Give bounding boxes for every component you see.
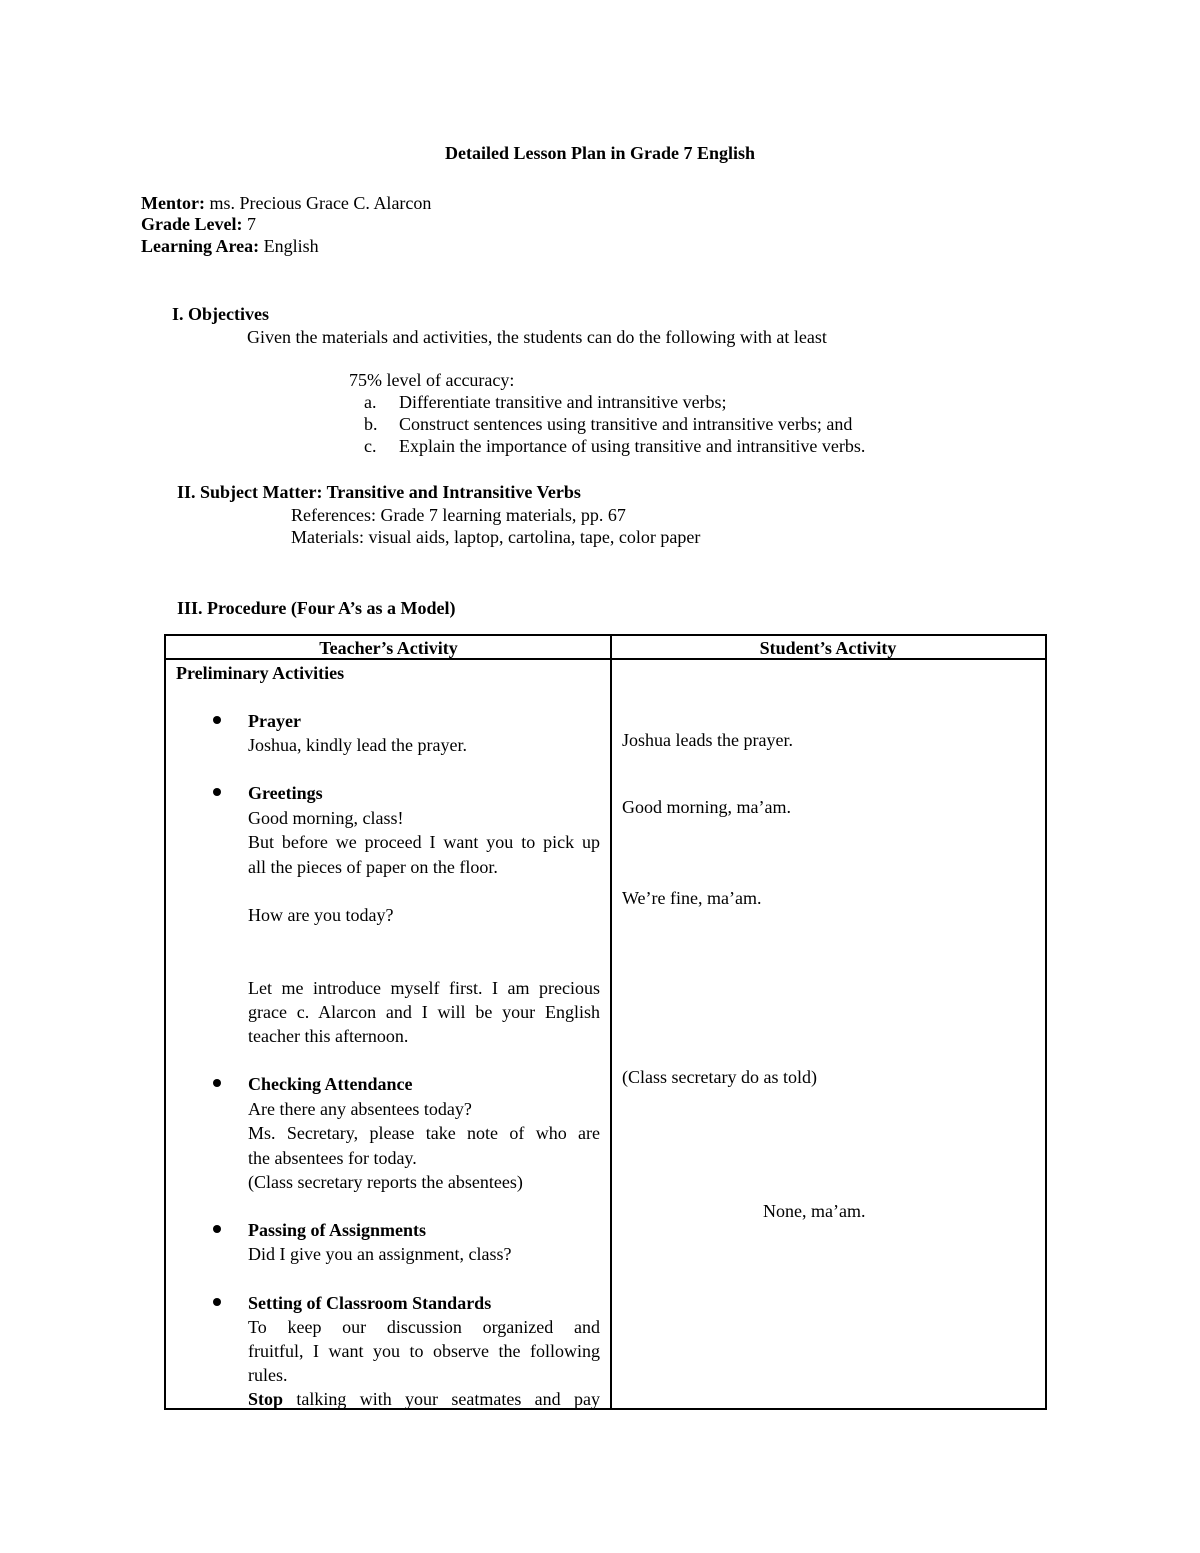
standards-text: rules. [248, 1365, 288, 1385]
bullet-icon [213, 788, 221, 796]
page-title: Detailed Lesson Plan in Grade 7 English [444, 143, 756, 163]
mentor-line [141, 192, 431, 214]
student-response: Joshua leads the prayer. [622, 730, 793, 750]
mentor-value: ms. Precious Grace C. Alarcon [204, 193, 432, 213]
preliminary-activities-heading: Preliminary Activities [176, 663, 345, 683]
grade-line [141, 213, 256, 235]
attendance-text: the absentees for today. [248, 1148, 417, 1168]
objectives-heading: I. Objectives [172, 304, 269, 324]
greetings-text: But before we proceed I want you to pick up [248, 832, 600, 852]
grade-label: Grade Level: [141, 214, 243, 234]
objectives-intro: Given the materials and activities, the students can do the following with at least [247, 327, 827, 347]
attendance-text: Ms. Secretary, please take note of who are [248, 1123, 600, 1143]
standards-text [248, 1387, 600, 1411]
student-response: (Class secretary do as told) [622, 1067, 817, 1087]
objective-item: Differentiate transitive and intransitive verbs; [399, 392, 727, 412]
objective-marker: c. [364, 436, 377, 456]
assignments-title: Passing of Assignments [248, 1220, 427, 1240]
student-response: None, ma’am. [763, 1201, 866, 1221]
materials-line: Materials: visual aids, laptop, cartolina, tape, color paper [291, 527, 701, 547]
attendance-text: Are there any absentees today? [248, 1099, 472, 1119]
procedure-heading: III. Procedure (Four A’s as a Model) [177, 598, 456, 618]
intro-text: grace c. Alarcon and I will be your English [248, 1002, 600, 1022]
area-line [141, 235, 319, 257]
subject-matter-heading: II. Subject Matter: Transitive and Intransitive Verbs [177, 482, 581, 502]
stop-keyword: Stop [248, 1389, 284, 1409]
assignments-text: Did I give you an assignment, class? [248, 1244, 512, 1264]
objective-item: Explain the importance of using transitive and intransitive verbs. [399, 436, 866, 456]
objective-marker: a. [364, 392, 377, 412]
standards-text: To keep our discussion organized and [248, 1317, 600, 1337]
attendance-title: Checking Attendance [248, 1074, 413, 1094]
teacher-column-header: Teacher’s Activity [166, 636, 611, 660]
procedure-table [164, 634, 1047, 1410]
bullet-icon [213, 1225, 221, 1233]
attendance-text: (Class secretary reports the absentees) [248, 1172, 523, 1192]
student-response: We’re fine, ma’am. [622, 888, 762, 908]
greetings-text: How are you today? [248, 905, 394, 925]
bullet-icon [213, 1298, 221, 1306]
standards-title: Setting of Classroom Standards [248, 1293, 492, 1313]
area-label: Learning Area: [141, 236, 260, 256]
greetings-text: all the pieces of paper on the floor. [248, 857, 498, 877]
references-line: References: Grade 7 learning materials, pp. 67 [291, 505, 626, 525]
grade-value: 7 [242, 214, 256, 234]
student-column-header: Student’s Activity [611, 636, 1045, 660]
column-divider [610, 636, 612, 1408]
student-response: Good morning, ma’am. [622, 797, 791, 817]
standards-text-rest: talking with your seatmates and pay [283, 1389, 600, 1409]
area-value: English [259, 236, 319, 256]
standards-text: fruitful, I want you to observe the following [248, 1341, 600, 1361]
bullet-icon [213, 1079, 221, 1087]
objectives-accuracy: 75% level of accuracy: [349, 370, 515, 390]
greetings-title: Greetings [248, 783, 323, 803]
greetings-text: Good morning, class! [248, 808, 404, 828]
mentor-label: Mentor: [141, 193, 205, 213]
objective-item: Construct sentences using transitive and intransitive verbs; and [399, 414, 853, 434]
prayer-title: Prayer [248, 711, 301, 731]
bullet-icon [213, 716, 221, 724]
intro-text: teacher this afternoon. [248, 1026, 409, 1046]
objective-marker: b. [364, 414, 378, 434]
intro-text: Let me introduce myself first. I am precious [248, 978, 600, 998]
prayer-text: Joshua, kindly lead the prayer. [248, 735, 467, 755]
